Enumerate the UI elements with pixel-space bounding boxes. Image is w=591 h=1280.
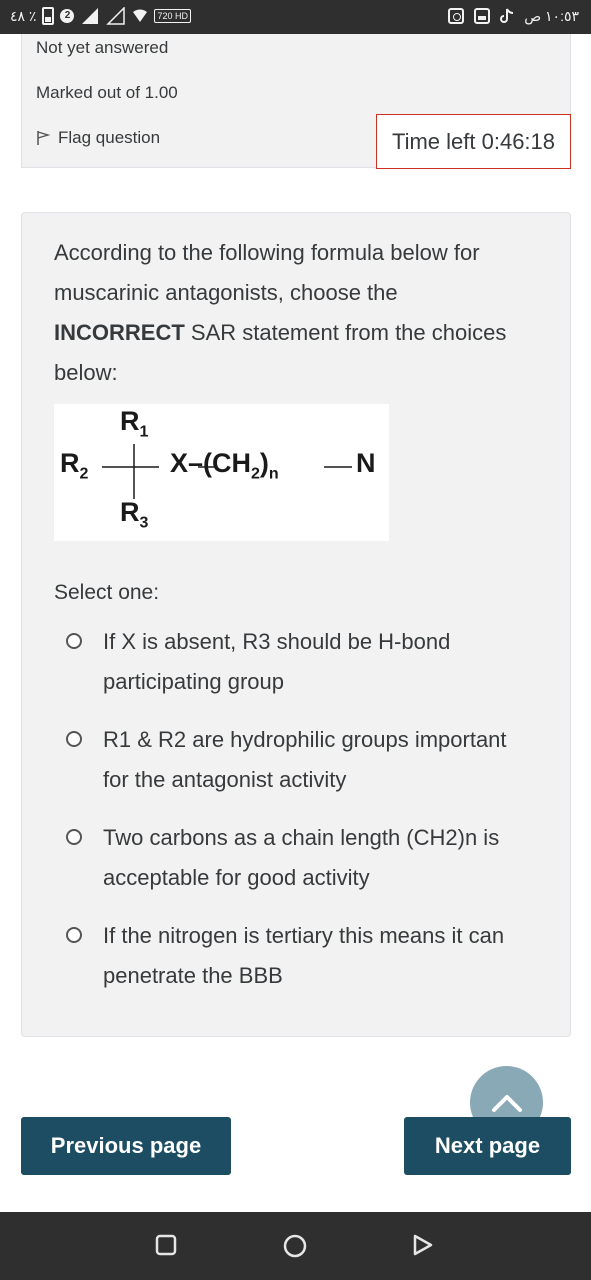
signal-icon [80,7,100,25]
radio-button[interactable] [66,633,82,649]
question-status: Not yet answered [36,38,169,57]
previous-page-button[interactable]: Previous page [21,1117,231,1175]
question-text [54,233,534,393]
quiz-timer [376,114,571,169]
timer-text: Time left 0:46:18 [391,128,556,154]
question-text-panel [21,212,571,1037]
formula-nitrogen: N [356,448,376,478]
network-badge: 720 HD [154,9,191,23]
select-one-label: Select one: [54,581,160,604]
wifi-icon [132,8,148,24]
system-nav-bar [0,1212,591,1280]
sim-badge: 2 [60,9,74,23]
flag-question-label: Flag question [58,128,161,147]
question-emphasis: INCORRECT [54,320,185,345]
formula-chain: $X-(CH_2)_n$ [170,448,279,483]
gallery-icon [474,8,490,24]
flag-icon [36,130,50,146]
battery-percent: ٤٨ ٪ [10,8,37,24]
answer-choice-2[interactable] [66,720,536,800]
instagram-icon [448,8,464,24]
recents-icon[interactable] [155,1234,177,1256]
status-bar [0,0,591,34]
formula-r1: $R_1$ [120,406,149,441]
question-marks: Marked out of 1.00 [36,83,178,102]
answer-choice-label: If the nitrogen is tertiary this means it can penetrate the BBB [103,923,505,988]
clock: ١٠:٥٣ ص [524,8,579,24]
question-text-part1: According to the following formula below for muscarinic antagonists, choose the [54,240,480,305]
radio-button[interactable] [66,927,82,943]
answer-choice-1[interactable] [66,622,536,702]
next-page-button[interactable]: Next page [404,1117,571,1175]
sar-formula-image [54,404,389,541]
answer-choice-label: Two carbons as a chain length (CH2)n is acceptable for good activity [103,825,500,890]
home-icon[interactable] [283,1234,307,1258]
status-bar-left [10,7,191,25]
answer-choice-label: If X is absent, R3 should be H-bond participating group [103,629,451,694]
answer-choice-4[interactable] [66,916,536,996]
flag-question-link[interactable] [36,128,160,148]
tiktok-icon [500,8,514,24]
back-icon[interactable] [412,1234,434,1256]
question-text-part2: SAR statement from the choices below: [54,320,507,385]
answer-choice-label: R1 & R2 are hydrophilic groups important for the antagonist activity [103,727,507,792]
formula-r2: $R_2$ [60,448,89,483]
signal-outline-icon [106,7,126,25]
chevron-up-icon [491,1093,523,1113]
formula-r3: $R_3$ [120,497,149,532]
status-bar-right [448,7,579,25]
radio-button[interactable] [66,731,82,747]
answer-choice-3[interactable] [66,818,536,898]
battery-icon [42,7,54,25]
radio-button[interactable] [66,829,82,845]
